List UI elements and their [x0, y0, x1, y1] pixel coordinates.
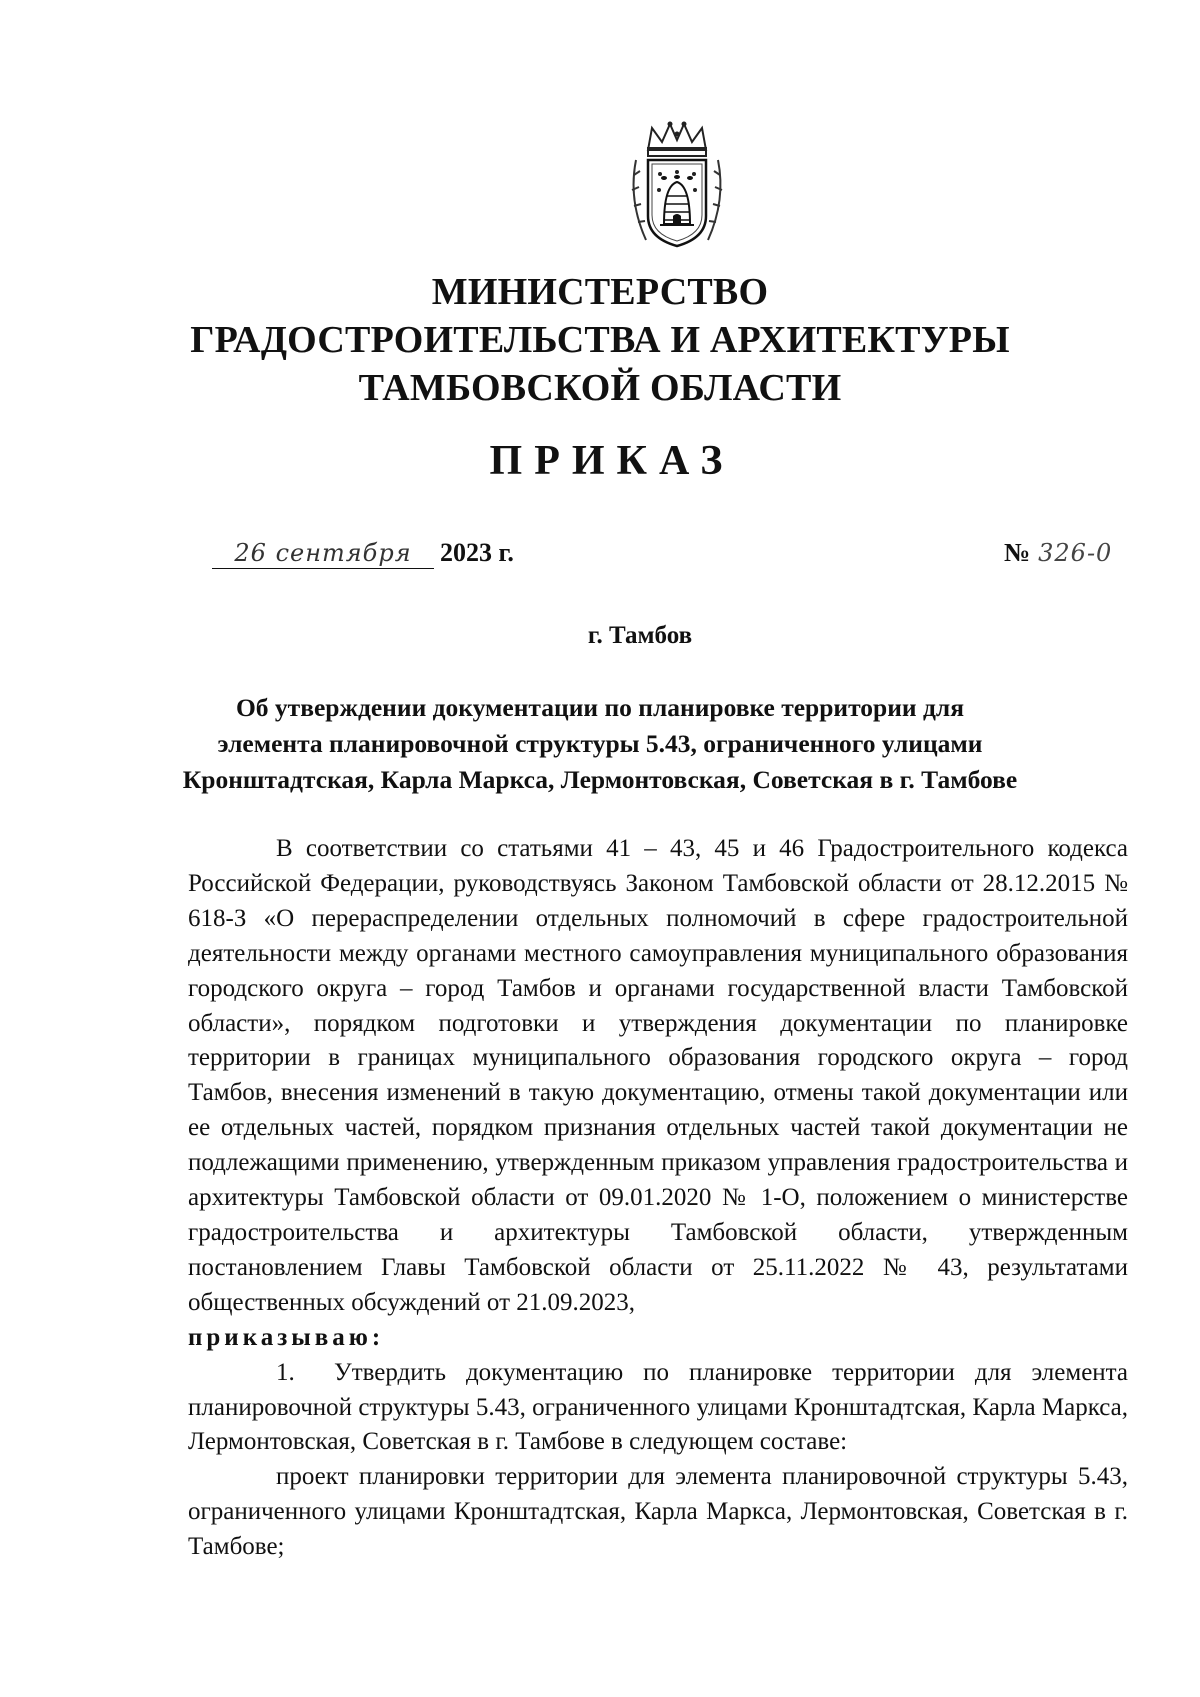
order-subject: [0, 690, 1200, 798]
subject-line: Об утверждении документации по планировке территории для: [235, 693, 965, 722]
handwritten-number: 326-0: [1038, 539, 1113, 567]
tambov-coat-of-arms-icon: [626, 120, 728, 252]
ministry-line: ТАМБОВСКОЙ ОБЛАСТИ: [358, 367, 842, 409]
item-number: 1.: [276, 1358, 295, 1386]
order-keyword: приказываю:: [188, 1323, 385, 1351]
ministry-line: ГРАДОСТРОИТЕЛЬСТВА И АРХИТЕКТУРЫ: [190, 319, 1010, 361]
subject-line: Кронштадтская, Карла Маркса, Лермонтовская, Советская в г. Тамбове: [182, 765, 1018, 794]
order-date: [212, 538, 514, 578]
item-text: Утвердить документацию по планировке территории для элемента планировочной структуры 5.43, ограниченного улицами Кронштадтская, Карла Маркса, Лермонтовская, Советская в г. Тамбове в следующем составе:: [188, 1358, 1128, 1456]
subject-line: элемента планировочной структуры 5.43, ограниченного улицами: [217, 729, 983, 758]
ministry-line: МИНИСТЕРСТВО: [431, 271, 769, 313]
order-year: 2023 г.: [440, 538, 514, 567]
city-name: г. Тамбов: [587, 622, 693, 649]
preamble-paragraph: В соответствии со статьями 41 – 43, 45 и 46 Градостроительного кодекса Российской Федерации, руководствуясь Законом Тамбовской области от 28.12.2015 № 618-З «О перераспределении отдельных полномочий в сфере градостроительной деятельности между органами местного самоуправления муниципального образования городского округа – город Тамбов и органами государственной власти Тамбовской области», порядком подготовки и утверждения документации по планировке территории в границах муниципального образования городского округа – город Тамбов, внесения изменений в такую документацию, отмены такой документации или ее отдельных частей, порядком признания отдельных частей такой документации не подлежащими применению, утвержденным приказом управления градостроительства и архитектуры Тамбовской области от 09.01.2020 № 1-О, положением о министерстве градостроительства и архитектуры Тамбовской области, утвержденным постановлением Главы Тамбовской области от 25.11.2022 № 43, результатами общественных обсуждений от 21.09.2023,: [188, 835, 1128, 1316]
order-item-1-sub: проект планировки территории для элемента планировочной структуры 5.43, ограниченного улицами Кронштадтская, Карла Маркса, Лермонтовская, Советская в г. Тамбове;: [188, 1463, 1128, 1561]
handwritten-date: 26 сентября: [212, 538, 434, 569]
order-body: [188, 832, 1128, 1565]
number-sign: №: [1004, 538, 1031, 567]
document-type: ПРИКАЗ: [489, 438, 735, 484]
order-item-1: [188, 1356, 1128, 1461]
order-number: [1004, 538, 1112, 568]
ministry-name: [0, 268, 1200, 412]
